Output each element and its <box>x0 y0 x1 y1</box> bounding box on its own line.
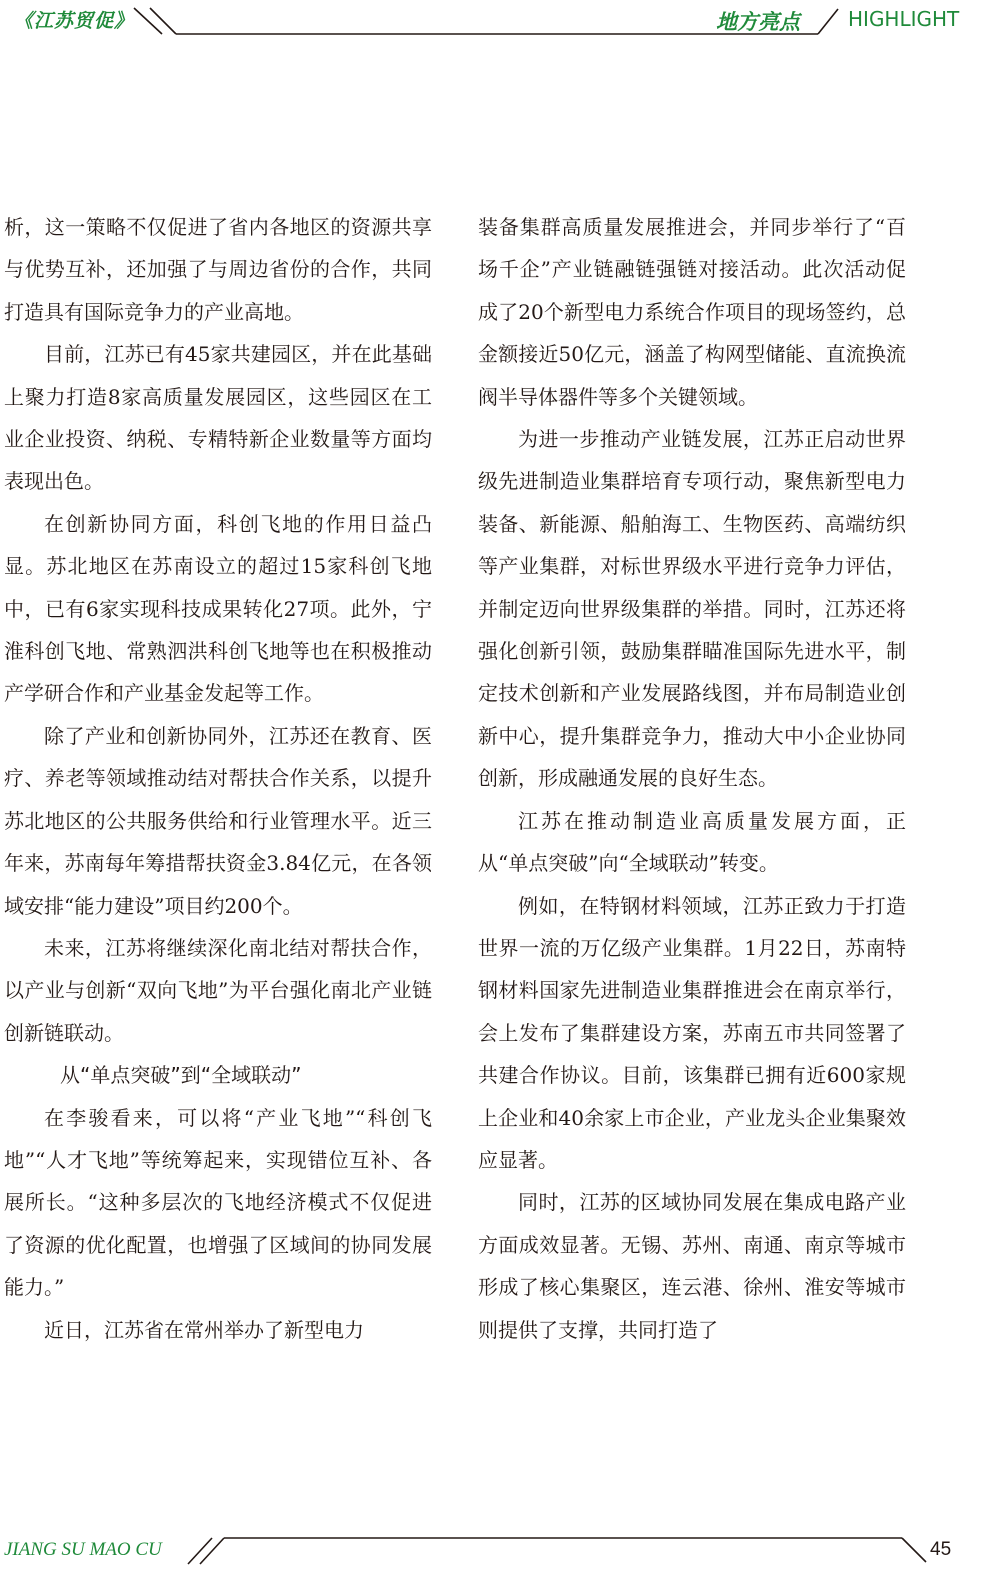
section-title-en: HIGHLIGHT <box>848 7 960 31</box>
paragraph: 江苏在推动制造业高质量发展方面，正从“单点突破”向“全域联动”转变。 <box>478 808 906 876</box>
footer-rule <box>0 1530 1000 1570</box>
paragraph: 除了产业和创新协同外，江苏还在教育、医疗、养老等领域推动结对帮扶合作关系，以提升苏北地区的公共服务供给和行业管理水平。近三年来，苏南每年筹措帮扶资金3.84亿元，在各领域安排“能力建设”项目约200个。 <box>4 723 432 918</box>
section-title-cn: 地方亮点 <box>716 9 800 34</box>
journal-title: 《江苏贸促》 <box>14 10 135 32</box>
journal-name-en: JIANG SU MAO CU <box>4 1539 162 1560</box>
paragraph: 装备集群高质量发展推进会，并同步举行了“百场千企”产业链融链强链对接活动。此次活动促成了20个新型电力系统合作项目的现场签约，总金额接近50亿元，涵盖了构网型储能、直流换流阀半导体器件等多个关键领域。 <box>478 215 906 409</box>
paragraph: 为进一步推动产业链发展，江苏正启动世界级先进制造业集群培育专项行动，聚焦新型电力装备、新能源、船舶海工、生物医药、高端纺织等产业集群，对标世界级水平进行竞争力评估，并制定迈向世界级集群的举措。同时，江苏还将强化创新引领，鼓励集群瞄准国际先进水平，制定技术创新和产业发展路线图，并布局制造业创新中心，提升集群竞争力，推动大中小企业协同创新，形成融通发展的良好生态。 <box>478 427 906 791</box>
paragraph: 近日，江苏省在常州举办了新型电力 <box>44 1317 364 1342</box>
left-column <box>4 206 432 1351</box>
page-number: 45 <box>930 1539 952 1560</box>
right-column <box>478 206 906 1351</box>
paragraph: 同时，江苏的区域协同发展在集成电路产业方面成效显著。无锡、苏州、南通、南京等城市形成了核心集聚区，连云港、徐州、淮安等城市则提供了支撑，共同打造了 <box>478 1190 906 1342</box>
paragraph: 目前，江苏已有45家共建园区，并在此基础上聚力打造8家高质量发展园区，这些园区在工业企业投资、纳税、专精特新企业数量等方面均表现出色。 <box>4 342 432 494</box>
section-heading: 从“单点突破”到“全域联动” <box>60 1063 302 1088</box>
paragraph: 在创新协同方面，科创飞地的作用日益凸显。苏北地区在苏南设立的超过15家科创飞地中，已有6家实现科技成果转化27项。此外，宁淮科创飞地、常熟泗洪科创飞地等也在积极推动产学研合作和产业基金发起等工作。 <box>4 511 432 706</box>
paragraph: 例如，在特钢材料领域，江苏正致力于打造世界一流的万亿级产业集群。1月22日，苏南特钢材料国家先进制造业集群推进会在南京举行，会上发布了集群建设方案，苏南五市共同签署了共建合作协议。目前，该集群已拥有近600家规上企业和40余家上市企业，产业龙头企业集聚效应显著。 <box>478 893 906 1172</box>
paragraph: 析，这一策略不仅促进了省内各地区的资源共享与优势互补，还加强了与周边省份的合作，共同打造具有国际竞争力的产业高地。 <box>4 215 432 324</box>
paragraph: 在李骏看来，可以将“产业飞地”“科创飞地”“人才飞地”等统筹起来，实现错位互补、各展所长。“这种多层次的飞地经济模式不仅促进了资源的优化配置，也增强了区域间的协同发展能力。” <box>4 1105 432 1300</box>
paragraph: 未来，江苏将继续深化南北结对帮扶合作，以产业与创新“双向飞地”为平台强化南北产业链创新链联动。 <box>4 935 432 1045</box>
